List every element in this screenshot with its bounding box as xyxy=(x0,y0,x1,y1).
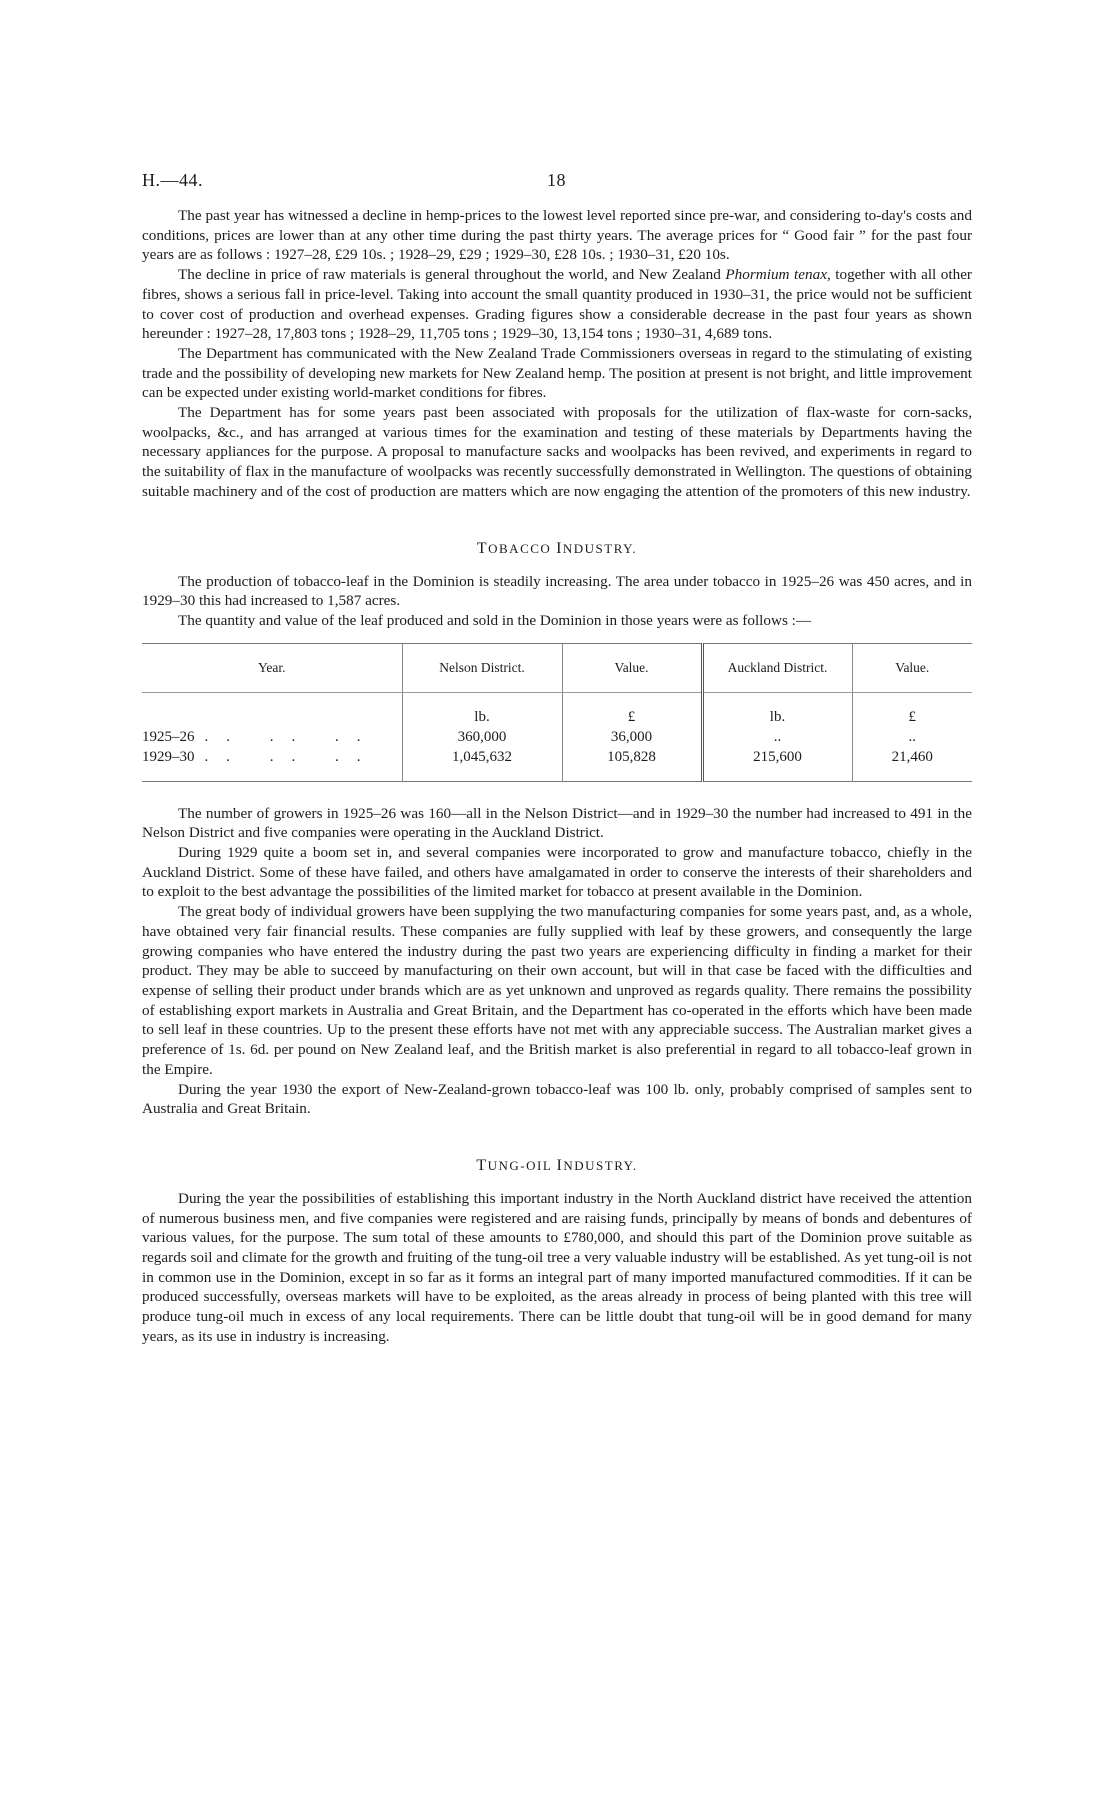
nelson-value: 36,000 xyxy=(562,728,702,748)
phormium-paragraph: The decline in price of raw materials is general throughout the world, and New Zealand Phormium tenax, together with all other fibres, shows a serious fall in price-level. Taking into account the small quantity produced in 1930–31, the price would not be sufficient to cover cost of production and overhead expenses. Grading figures show a considerable decrease in the past four years as shown hereunder : 1927–28, 17,803 tons ; 1928–29, 11,705 tons ; 1929–30, 13,154 tons ; 1930–31, 4,689 tons. xyxy=(142,266,972,343)
auckland-value: 21,460 xyxy=(852,748,972,782)
unit-lb: lb. xyxy=(702,692,852,728)
auckland-value: .. xyxy=(852,728,972,748)
unit-pounds: £ xyxy=(852,692,972,728)
species-name: Phormium tenax xyxy=(725,266,827,284)
nelson-quantity: 360,000 xyxy=(402,728,562,748)
header-nelson-district: Nelson District. xyxy=(402,643,562,692)
unit-lb: lb. xyxy=(402,692,562,728)
row-year: 1929–30 xyxy=(142,749,195,766)
growers-paragraph: The number of growers in 1925–26 was 160—all in the Nelson District—and in 1929–30 the number had increased to 491 in the Nelson District and five companies were operating in the Auckland District. xyxy=(142,804,972,842)
boom-paragraph: During 1929 quite a boom set in, and several companies were incorporated to grow and manufacture tobacco, chiefly in the Auckland District. Some of these have failed, and others have amalgamated in order to conserve the interests of their shareholders and to exploit to the best advantage the possibilities of the limited market for tobacco at present available in the Dominion. xyxy=(142,844,972,901)
trade-commissioners-paragraph: The Department has communicated with the New Zealand Trade Commissioners overseas in regard to the stimulating of existing trade and the possibility of developing new markets for New Zealand hemp. The position at present is not bright, and little improvement can be expected under existing world-market conditions for fibres. xyxy=(142,344,972,402)
document-page xyxy=(142,170,972,1347)
table-row: 1929–30 .. .. .. 1,045,632 105,828 215,600 21,460 xyxy=(142,748,972,782)
export-paragraph: During the year 1930 the export of New-Zealand-grown tobacco-leaf was 100 lb. only, probably comprised of samples sent to Australia and Great Britain. xyxy=(142,1080,972,1118)
auckland-quantity: 215,600 xyxy=(702,748,852,782)
tung-oil-paragraph: During the year the possibilities of establishing this important industry in the North Auckland district have received the attention of numerous business men, and five companies were registered and are raising funds, principally by means of bonds and debentures of various values, for the purpose. The sum total of these amounts to £780,000, and should this part of the Dominion prove suitable as regards soil and climate for the growth and fruiting of the tung-oil tree a very valuable industry will be established. As yet tung-oil is not in common use in the Dominion, except in so far as it forms an integral part of many imported manufactured commodities. If it can be produced successfully, overseas markets will have to be exploited, as the areas already in process of being planted with this tree will produce tung-oil much in excess of any local requirements. There can be little doubt that tung-oil will be in good demand for many years, as its use in industry is increasing. xyxy=(142,1189,972,1345)
flax-waste-paragraph: The Department has for some years past been associated with proposals for the utilization of flax-waste for corn-sacks, woolpacks, &c., and has arranged at various times for the examination and testing of these materials by Departments having the necessary appliances for the purpose. A proposal to manufacture sacks and woolpacks has been revived, and experiments in regard to the suitability of flax in the manufacture of woolpacks was recently successfully demonstrated in Wellington. The questions of obtaining suitable machinery and of the cost of production are matters which are now engaging the attention of the promoters of this new industry. xyxy=(142,404,972,500)
hemp-prices-paragraph: The past year has witnessed a decline in hemp-prices to the lowest level reported since pre-war, and considering to-day's costs and conditions, prices are lower than at any other time during the past thirty years. The average prices for “ Good fair ” for the past four years are as follows : 1927–28, £29 10s. ; 1928–29, £29 ; 1929–30, £28 10s. ; 1930–31, £20 10s. xyxy=(142,207,972,264)
page-header xyxy=(142,170,972,206)
tobacco-area-paragraph: The production of tobacco-leaf in the Dominion is steadily increasing. The area under tobacco in 1925–26 was 450 acres, and in 1929–30 this had increased to 1,587 acres. xyxy=(142,572,972,610)
header-nelson-value: Value. xyxy=(562,643,702,692)
header-auckland-district: Auckland District. xyxy=(702,643,852,692)
header-auckland-value: Value. xyxy=(852,643,972,692)
tobacco-section-title: TOBACCO INDUSTRY. xyxy=(476,539,638,557)
report-reference: H.—44. xyxy=(142,170,203,190)
header-year: Year. xyxy=(142,643,402,692)
nelson-value: 105,828 xyxy=(562,748,702,782)
nelson-quantity: 1,045,632 xyxy=(402,748,562,782)
table-row: 1925–26 .. .. .. 360,000 36,000 .. .. xyxy=(142,728,972,748)
individual-growers-paragraph: The great body of individual growers have been supplying the two manufacturing companies for some years past, and, as a whole, have obtained very fair financial results. These companies are fully supplied with leaf by these growers, and consequently the large growing companies who have entered the industry during the past two years are experiencing difficulty in finding a market for their product. They may be able to succeed by manufacturing on their own account, but will in that case be faced with the difficulties and expense of selling their product under brands which are as yet unknown and unproved as regards quality. There remains the possibility of establishing export markets in Australia and Great Britain, and the Department has co-operated in the efforts which have been made to sell leaf in these countries. Up to the present these efforts have not met with any appreciable success. The Australian market gives a preference of 1s. 6d. per pound on New Zealand leaf, and the British market is also preferential in regard to all tobacco-leaf grown in the Empire. xyxy=(142,903,972,1078)
unit-pounds: £ xyxy=(562,692,702,728)
units-row xyxy=(142,692,972,728)
tobacco-table-intro: The quantity and value of the leaf produced and sold in the Dominion in those years were as follows :— xyxy=(178,611,812,629)
tobacco-production-table xyxy=(142,643,972,782)
page-number: 18 xyxy=(547,170,566,190)
tung-oil-section-title: TUNG-OIL INDUSTRY. xyxy=(476,1156,638,1174)
row-year: 1925–26 xyxy=(142,729,195,746)
auckland-quantity: .. xyxy=(702,728,852,748)
